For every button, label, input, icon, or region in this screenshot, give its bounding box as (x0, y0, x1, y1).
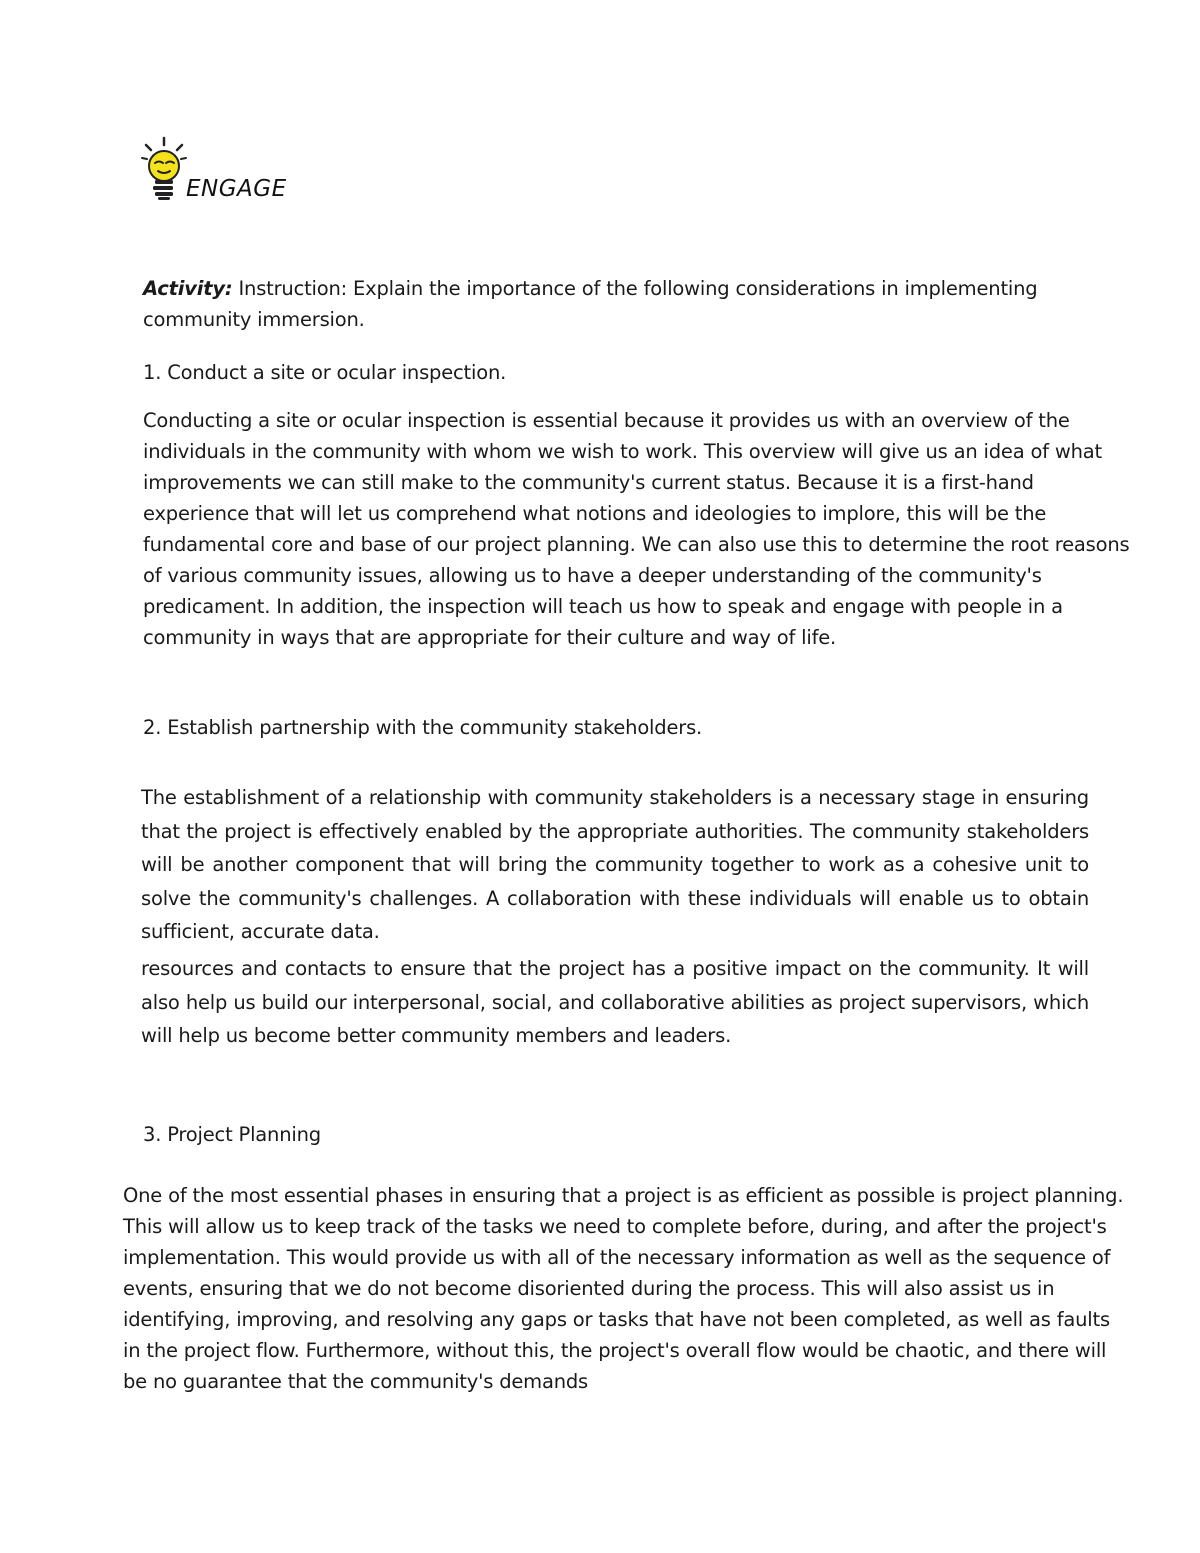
item-paragraph-3: One of the most essential phases in ensuring that a project is as efficient as possible is project planning. This will allow us to keep track of the tasks we need to complete before, during, and after the project's implementation. This would provide us with all of the necessary information as well as the sequence of events, ensuring that we do not become disoriented during the process. This will also assist us in identifying, improving, and resolving any gaps or tasks that have not been completed, as well as faults in the project flow. Furthermore, without this, the project's overall flow would be chaotic, and there will be no guarantee that the community's demands (123, 1184, 1124, 1393)
section-header (140, 136, 440, 206)
item-paragraph-1: Conducting a site or ocular inspection is essential because it provides us with an overview of the individuals in the community with whom we wish to work. This overview will give us an idea of what improvements we can still make to the community's current status. Because it is a first-hand experience that will let us comprehend what notions and ideologies to implore, this will be the fundamental core and base of our project planning. We can also use this to determine the root reasons of various community issues, allowing us to have a deeper understanding of the community's predicament. In addition, the inspection will teach us how to speak and engage with people in a community in ways that are appropriate for their culture and way of life. (143, 409, 1130, 649)
lightbulb-icon (140, 136, 188, 202)
page-title: ENGAGE (186, 176, 287, 202)
item-paragraph-2a: The establishment of a relationship with community stakeholders is a necessary stage in ensuring that the project is effectively enabled by the appropriate authorities. The community stakeholders will be another component that will bring the community together to work as a cohesive unit to solve the community's challenges. A collaboration with these individuals will enable us to obtain sufficient, accurate data. (141, 786, 1089, 943)
item-heading-1: 1. Conduct a site or ocular inspection. (143, 361, 507, 384)
item-paragraph-2b: resources and contacts to ensure that the project has a positive impact on the community. It will also help us build our interpersonal, social, and collaborative abilities as project supervisors, which will help us become better community members and leaders. (141, 957, 1089, 1047)
activity-label: Activity: (143, 277, 233, 300)
activity-instruction (143, 273, 1133, 335)
item-heading-3: 3. Project Planning (143, 1123, 321, 1146)
item-heading-2: 2. Establish partnership with the community stakeholders. (143, 716, 703, 739)
instruction-text: Instruction: Explain the importance of the following considerations in implementing community immersion. (143, 277, 1038, 331)
